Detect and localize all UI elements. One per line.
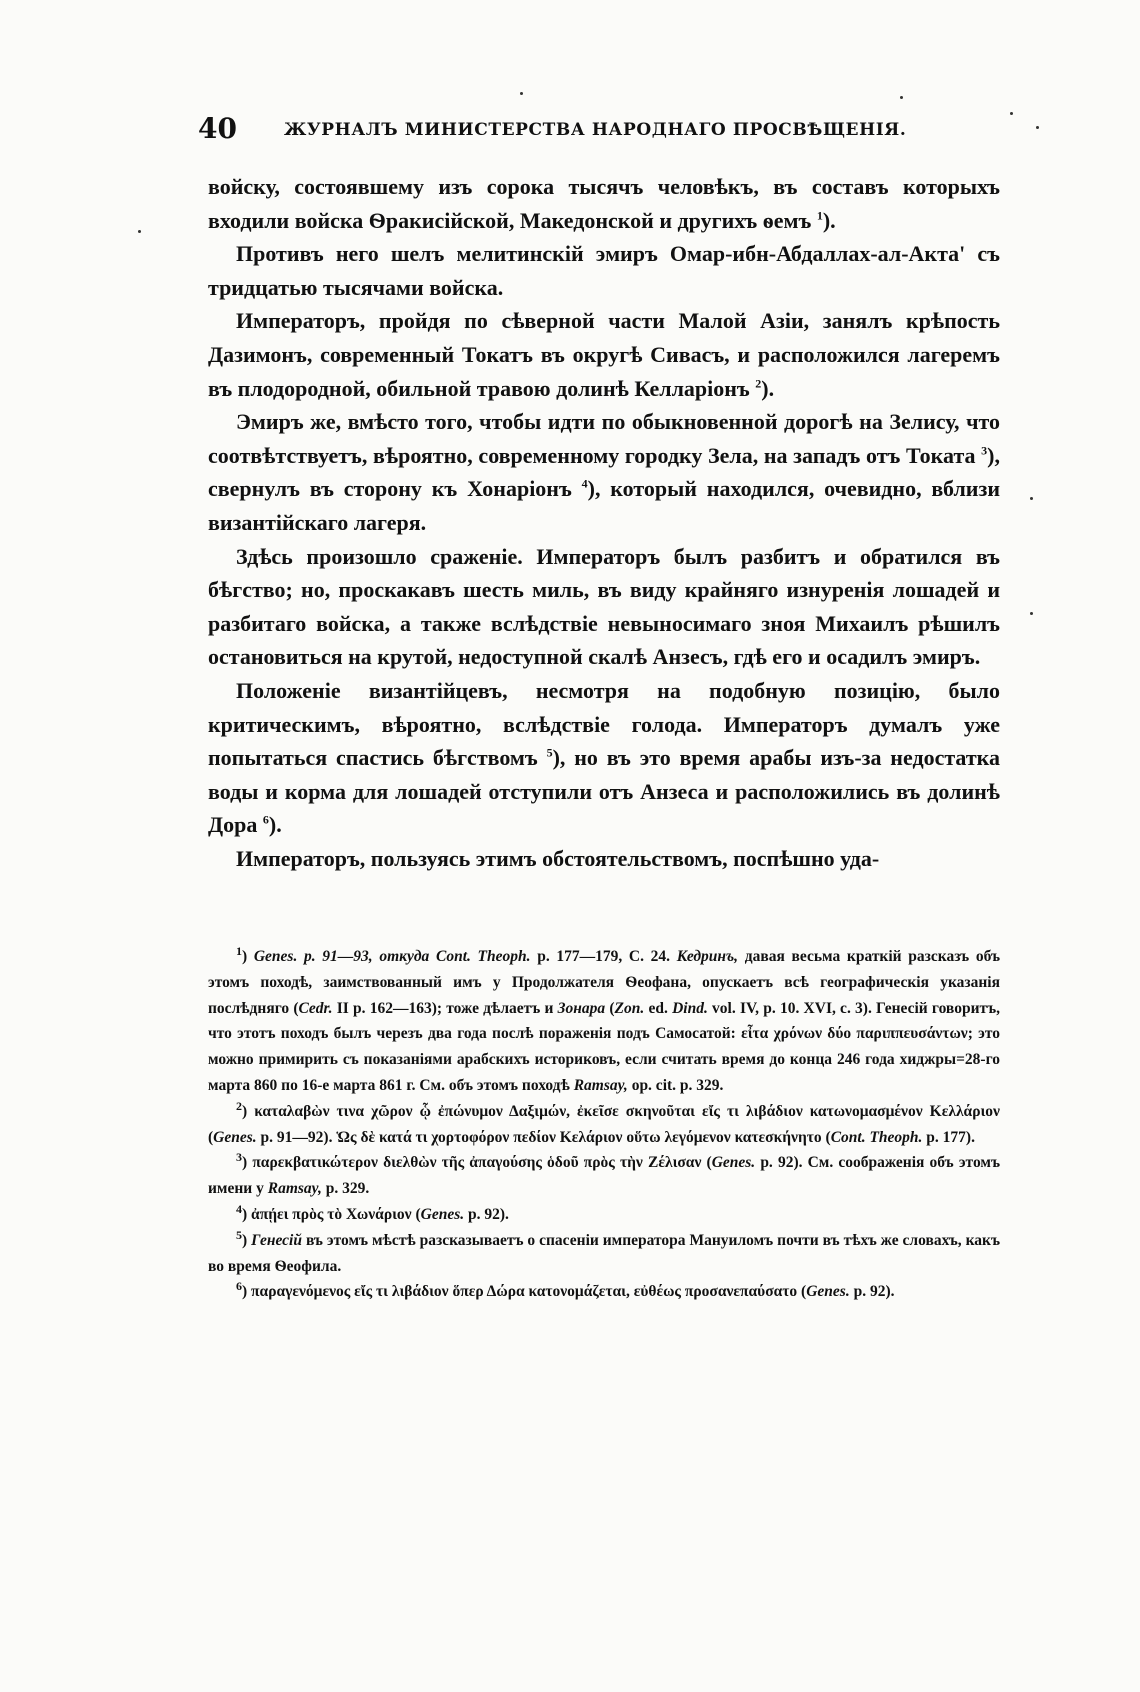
footnote-4: $^4$) ἀπῄει πρὸς τὸ Χωνάριον (Genes. p. 92).: [236, 1201, 509, 1223]
footnote-ref[interactable]: 1: [816, 208, 823, 223]
footnote-1: $^1$) Genes. p. 91—93, откуда Cont. Theoph. p. 177—179, C. 24. Кедринъ, давая весьма краткій разсказъ объ этомъ походѣ, заимствованный имъ у Продолжателя Ѳеофана, опускаетъ всѣ географическія указанія послѣдняго (Cedr. II p. 162—163); тоже дѣлаетъ и Зонара (Zon. ed. Dind. vol. IV, p. 10. XVI, c. 3). Генесій говоритъ, что этотъ походъ былъ черезъ два года послѣ пораженія подъ Самосатой: εἶτα χρόνων δύο παριππευσάντων; это можно примирить съ показаніями арабскихъ историковъ, если считать время до конца 246 года хиджры=28-го марта 860 по 16-е марта 861 г. См. объ этомъ походѣ Ramsay, op. cit. p. 329.: [208, 943, 1001, 1094]
footnote-5: $^5$) Генесій въ этомъ мѣстѣ разсказываетъ о спасеніи императора Мануиломъ почти въ тѣхъ же словахъ, какъ во время Ѳеофила.: [208, 1227, 1001, 1275]
paragraph-3: Императоръ, пройдя по сѣверной части Малой Азіи, занялъ крѣпость Дазимонъ, современный Токатъ въ округѣ Сивасъ, и расположился лагеремъ въ плодородной, обильной травою долинѣ Келларіонъ $^2$).: [208, 308, 1000, 401]
paragraph-5: Здѣсь произошло сраженіе. Императоръ былъ разбитъ и обратился въ бѣгство; но, проскакавъ шесть миль, въ виду крайняго изнуренія лошадей и разбитаго войска, а также вслѣдствіе невыносимаго зноя Михаилъ рѣшилъ остановиться на крутой, недоступной скалѣ Анзесъ, гдѣ его и осадилъ эмиръ.: [208, 543, 1000, 670]
scan-speck: [1030, 612, 1033, 615]
footnote-ref[interactable]: 5: [546, 745, 553, 760]
footnote-3: $^3$) παρεκβατικώτερον διελθὼν τῆς ἀπαγούσης ὁδοῦ πρὸς τὴν Ζέλισαν (Genes. p. 92). См. соображенія объ этомъ имени у Ramsay, p. 329.: [208, 1150, 1000, 1198]
footnote-ref[interactable]: 6: [262, 812, 269, 827]
footnote-2: $^2$) καταλαβὼν τινα χῶρον ᾧ ἐπώνυμον Δαξιμών, ἐκεῖσε σκηνοῦται εἴς τι λιβάδιον κατωνομασμένον Κελλάριον (Genes. p. 91—92). Ὡς δὲ κατά τι χορτοφόρον πεδίον Κελάριον οὕτω λεγόμενον κατεσκήνητο (Cont. Theoph. p. 177).: [208, 1098, 1000, 1146]
scan-speck: [1030, 497, 1033, 500]
page-number: 40: [198, 112, 237, 145]
footnotes: [208, 944, 1000, 1305]
scan-speck: [138, 230, 141, 233]
footnote-ref[interactable]: 2: [755, 376, 762, 391]
paragraph-1: войску, состоявшему изъ сорока тысячъ человѣкъ, въ составъ которыхъ входили войска Ѳракисійской, Македонской и другихъ ѳемъ $^1$).: [208, 174, 1000, 233]
main-text: [208, 170, 1000, 875]
paragraph-6: Положеніе византійцевъ, несмотря на подобную позицію, было критическимъ, вѣроятно, вслѣдствіе голода. Императоръ думалъ уже попытаться спастись бѣгствомъ $^5$), но въ это время арабы изъ-за недостатка воды и корма для лошадей отступили отъ Анзеса и расположились въ долинѣ Дора $^6$).: [208, 677, 1000, 838]
scan-speck: [1036, 126, 1039, 129]
scan-speck: [900, 96, 903, 99]
footnote-ref[interactable]: 4: [581, 477, 588, 492]
running-head: [198, 112, 988, 146]
scan-speck: [1010, 112, 1013, 115]
footnote-ref[interactable]: 3: [981, 443, 988, 458]
paragraph-2: Противъ него шелъ мелитинскій эмиръ Омар-ибн-Абдаллах-ал-Акта' съ тридцатью тысячами войска.: [208, 241, 1000, 300]
paragraph-7: Императоръ, пользуясь этимъ обстоятельствомъ, поспѣшно уда-: [236, 845, 880, 871]
scan-speck: [520, 92, 523, 95]
journal-title: ЖУРНАЛЪ МИНИСТЕРСТВА НАРОДНАГО ПРОСВѢЩЕНІЯ.: [284, 120, 907, 140]
footnote-6: $^6$) παραγενόμενος εἴς τι λιβάδιον ὅπερ Δώρα κατονομάζεται, εὐθέως προσανεπαύσατο (Genes. p. 92).: [236, 1279, 895, 1301]
paragraph-4: Эмиръ же, вмѣсто того, чтобы идти по обыкновенной дорогѣ на Зелису, что соотвѣтствуетъ, вѣроятно, современному городку Зела, на западъ отъ Токата $^3$), свернулъ въ сторону къ Хонаріонъ $^4$), который находился, очевидно, вблизи византійскаго лагеря.: [208, 409, 1001, 535]
